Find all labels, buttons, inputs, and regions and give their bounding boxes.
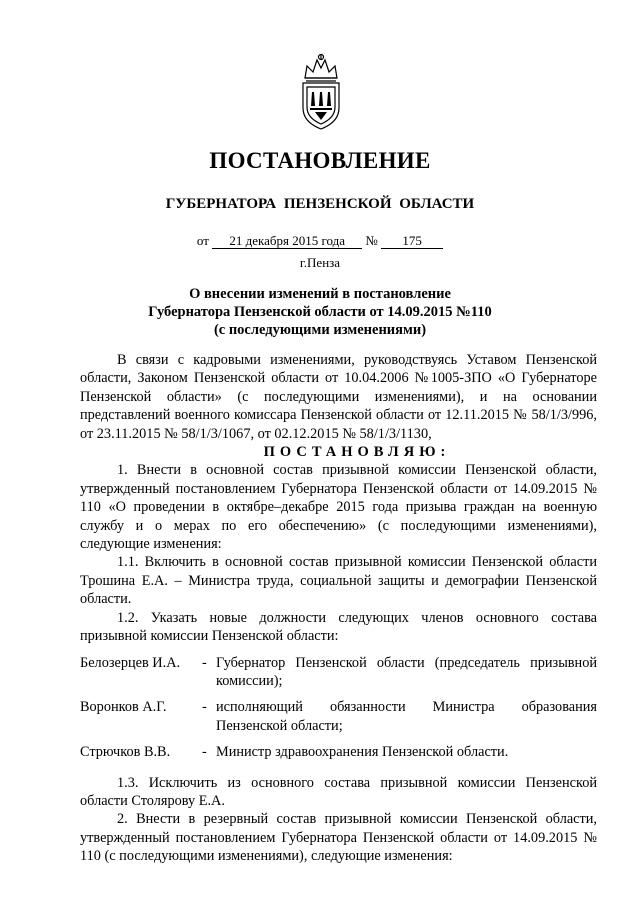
item-1-3: 1.3. Исключить из основного состава призывной комиссии Пензенской области Столярову Е.А. — [80, 774, 597, 809]
document-body — [80, 351, 597, 866]
assignment-role: исполняющий обязанности Министра образования Пензенской области; — [216, 699, 597, 734]
heading-line-2: Губернатора Пензенской области от 14.09.2015 №110 — [148, 304, 492, 320]
date-number-line — [0, 233, 640, 249]
heading-line-1: О внесении изменений в постановление — [189, 286, 451, 302]
coat-of-arms-emblem — [297, 52, 345, 132]
item-1: 1. Внести в основной состав призывной комиссии Пензенской области, утвержденный постановлением Губернатора Пензенской области от 14.09.2015 № 110 «О проведении в октябре–декабре 2015 года призыва граждан на военную службу и о мерах по его обеспечению» (с последующими изменениями), следующие изменения: — [80, 462, 597, 553]
heading-line-3: (с последующими изменениями) — [213, 322, 427, 338]
preamble-paragraph: В связи с кадровыми изменениями, руководствуясь Уставом Пензенской области, Законом Пензенской области от 10.04.2006 №1005-ЗПО «О Губернаторе Пензенской области» (с последующими изменениями), и на основании представлений военного комиссара Пензенской области от 12.11.2015 № 58/1/3/996, от 23.11.2015 № 58/1/3/1067, от 02.12.2015 № 58/1/3/1130, — [80, 352, 597, 442]
assignment-dash: - — [202, 699, 207, 716]
assignment-name: Белозерцев И.А. — [80, 654, 181, 671]
assignment-name: Стрючков В.В. — [80, 744, 171, 761]
assignment-dash: - — [202, 654, 207, 671]
assignment-list — [80, 654, 597, 770]
assignment-role: Губернатор Пензенской области (председатель призывной комиссии); — [216, 654, 597, 689]
decree-word: ПОСТАНОВЛЯЮ: — [263, 444, 451, 461]
number-prefix: № — [365, 233, 378, 248]
assignment-role: Министр здравоохранения Пензенской области. — [216, 744, 509, 761]
date-prefix: от — [196, 233, 209, 248]
document-number: 175 — [381, 234, 443, 249]
assignment-dash: - — [202, 744, 207, 761]
assignment-name: Воронков А.Г. — [80, 699, 167, 716]
item-1-2: 1.2. Указать новые должности следующих членов основного состава призывной комиссии Пензенской области: — [80, 609, 597, 645]
document-title: ПОСТАНОВЛЕНИЕ — [209, 148, 431, 173]
city: г.Пенза — [299, 255, 341, 270]
item-2: 2. Внести в резервный состав призывной комиссии Пензенской области, утвержденный постановлением Губернатора Пензенской области от 14.09.2015 № 110 (с последующими изменениями), следующие изменения: — [80, 811, 597, 865]
document-date: 21 декабря 2015 года — [212, 234, 362, 249]
item-1-1: 1.1. Включить в основной состав призывной комиссии Пензенской области Трошина Е.А. – Министра труда, социальной защиты и демографии Пензенской области. — [80, 554, 597, 608]
document-heading — [0, 285, 640, 339]
issuer-title: ГУБЕРНАТОРА ПЕНЗЕНСКОЙ ОБЛАСТИ — [165, 196, 475, 212]
